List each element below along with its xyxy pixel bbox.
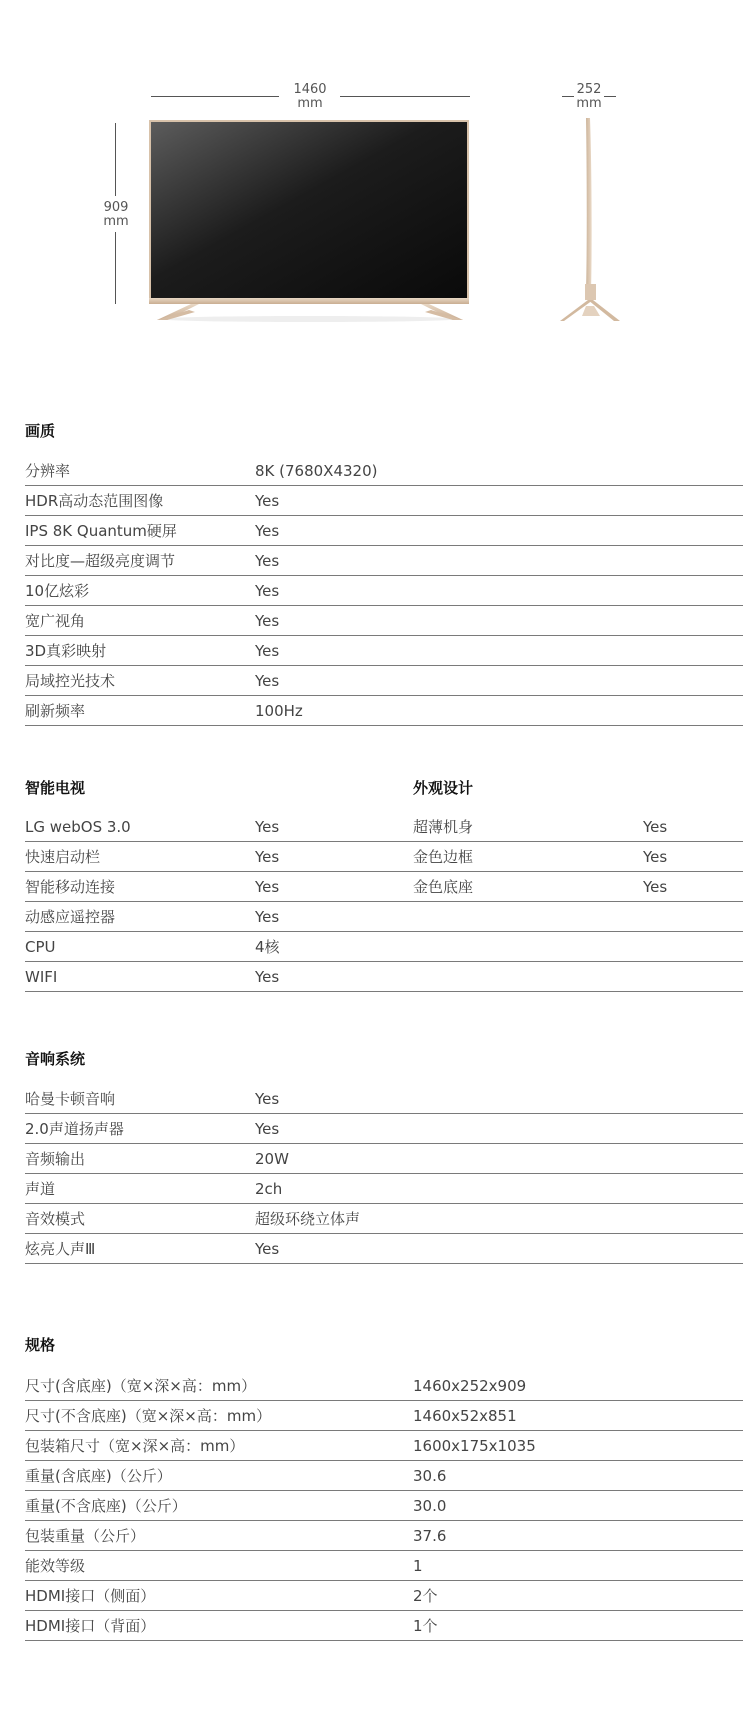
table-row	[25, 1174, 743, 1204]
spec-value: 1	[413, 1557, 423, 1575]
spec-value: 超级环绕立体声	[255, 1210, 361, 1228]
spec-value: 1460x52x851	[413, 1407, 517, 1425]
table-row	[25, 1144, 743, 1174]
height-value: 909	[103, 200, 129, 215]
spec-value: 2ch	[255, 1180, 283, 1198]
table-row	[413, 812, 743, 842]
spec-key: 10亿炫彩	[25, 582, 90, 600]
spec-value: Yes	[255, 672, 280, 690]
spec-value: 1460x252x909	[413, 1377, 527, 1395]
audio-title: 音响系统	[25, 1050, 86, 1068]
spec-value: Yes	[255, 848, 280, 866]
table-row	[25, 606, 743, 636]
audio-table	[25, 1084, 743, 1264]
spec-value: 1600x175x1035	[413, 1437, 536, 1455]
width-dimension-label	[280, 83, 340, 111]
height-unit: mm	[103, 214, 129, 229]
spec-key: 包装箱尺寸（宽×深×高：mm）	[25, 1437, 245, 1455]
table-row	[25, 576, 743, 606]
spec-value: 37.6	[413, 1527, 447, 1545]
spec-key: 智能移动连接	[25, 878, 116, 896]
spec-key: HDMI接口（背面）	[25, 1617, 156, 1635]
spec-key: 音效模式	[25, 1210, 86, 1228]
spec-key: 重量(含底座)（公斤）	[25, 1467, 172, 1485]
spec-key: 超薄机身	[413, 818, 474, 836]
spec-key: HDMI接口（侧面）	[25, 1587, 156, 1605]
spec-key: LG webOS 3.0	[25, 818, 131, 836]
spec-value: Yes	[255, 1120, 280, 1138]
spec-key: 刷新频率	[25, 702, 86, 720]
height-dimension-line-top	[115, 123, 116, 196]
table-row	[25, 1491, 743, 1521]
table-row	[413, 872, 743, 902]
spec-value: Yes	[643, 848, 668, 866]
spec-key: 能效等级	[25, 1557, 86, 1575]
spec-value: 100Hz	[255, 702, 303, 720]
table-row	[25, 1611, 743, 1641]
spec-value: Yes	[255, 552, 280, 570]
table-row	[25, 1431, 743, 1461]
spec-key: 声道	[25, 1180, 56, 1198]
table-row	[25, 696, 743, 726]
spec-key: 尺寸(含底座)（宽×深×高：mm）	[25, 1377, 257, 1395]
table-row	[413, 842, 743, 872]
design-title: 外观设计	[413, 779, 474, 797]
spec-value: Yes	[643, 818, 668, 836]
spec-key: 局域控光技术	[25, 672, 116, 690]
spec-value: 2个	[413, 1587, 438, 1605]
specs-title: 规格	[25, 1336, 56, 1354]
table-row	[25, 1371, 743, 1401]
spec-key: 3D真彩映射	[25, 642, 107, 660]
table-row	[25, 1401, 743, 1431]
spec-key: 炫亮人声Ⅲ	[25, 1240, 96, 1258]
width-unit: mm	[297, 96, 323, 111]
spec-key: 宽广视角	[25, 612, 86, 630]
table-row	[25, 486, 743, 516]
width-dimension-line-right	[340, 96, 470, 97]
spec-value: Yes	[255, 1090, 280, 1108]
height-dimension-line-bottom	[115, 232, 116, 304]
spec-value: Yes	[255, 612, 280, 630]
picture-quality-title: 画质	[25, 422, 56, 440]
spec-key: 快速启动栏	[25, 848, 101, 866]
spec-value: Yes	[643, 878, 668, 896]
specs-table	[25, 1371, 743, 1641]
spec-key: 哈曼卡顿音响	[25, 1090, 116, 1108]
tv-front-image	[145, 116, 475, 326]
spec-key: WIFI	[25, 968, 58, 986]
spec-key: 分辨率	[25, 462, 71, 480]
spec-value: 30.6	[413, 1467, 447, 1485]
table-row	[25, 1521, 743, 1551]
tv-side-image	[560, 116, 620, 326]
spec-value: Yes	[255, 582, 280, 600]
spec-value: Yes	[255, 908, 280, 926]
spec-value: Yes	[255, 642, 280, 660]
table-row	[25, 546, 743, 576]
spec-value: Yes	[255, 878, 280, 896]
spec-value: 1个	[413, 1617, 438, 1635]
spec-key: 动感应遥控器	[25, 908, 116, 926]
spec-key: 对比度—超级亮度调节	[25, 552, 176, 570]
spec-value: 30.0	[413, 1497, 447, 1515]
smart-tv-title: 智能电视	[25, 779, 86, 797]
table-row	[25, 516, 743, 546]
depth-value: 252	[576, 82, 602, 97]
table-row	[25, 456, 743, 486]
depth-dimension-label	[559, 83, 619, 111]
spec-value: Yes	[255, 818, 280, 836]
table-row	[25, 1234, 743, 1264]
spec-key: 金色边框	[413, 848, 474, 866]
table-row	[25, 666, 743, 696]
table-row	[25, 962, 743, 992]
spec-value: Yes	[255, 492, 280, 510]
picture-quality-table	[25, 456, 743, 726]
height-dimension-label	[86, 201, 146, 229]
table-row	[25, 1581, 743, 1611]
spec-key: HDR高动态范围图像	[25, 492, 164, 510]
table-row	[25, 1461, 743, 1491]
table-row	[25, 932, 743, 962]
spec-key: 重量(不含底座)（公斤）	[25, 1497, 187, 1515]
spec-key: 金色底座	[413, 878, 474, 896]
tv-dimension-figure	[0, 0, 750, 340]
width-dimension-line-left	[151, 96, 279, 97]
table-row	[25, 902, 743, 932]
spec-key: 2.0声道扬声器	[25, 1120, 124, 1138]
spec-value: 20W	[255, 1150, 289, 1168]
spec-key: 包装重量（公斤）	[25, 1527, 146, 1545]
spec-key: 尺寸(不含底座)（宽×深×高：mm）	[25, 1407, 272, 1425]
spec-value: Yes	[255, 522, 280, 540]
table-row	[25, 1114, 743, 1144]
width-value: 1460	[293, 82, 327, 97]
spec-key: IPS 8K Quantum硬屏	[25, 522, 177, 540]
spec-value: 4核	[255, 938, 280, 956]
spec-value: Yes	[255, 1240, 280, 1258]
design-table	[413, 812, 743, 902]
spec-key: 音频输出	[25, 1150, 86, 1168]
table-row	[25, 1084, 743, 1114]
table-row	[25, 1204, 743, 1234]
depth-unit: mm	[576, 96, 602, 111]
table-row	[25, 1551, 743, 1581]
table-row	[25, 636, 743, 666]
spec-key: CPU	[25, 938, 56, 956]
spec-value: 8K (7680X4320)	[255, 462, 378, 480]
spec-value: Yes	[255, 968, 280, 986]
